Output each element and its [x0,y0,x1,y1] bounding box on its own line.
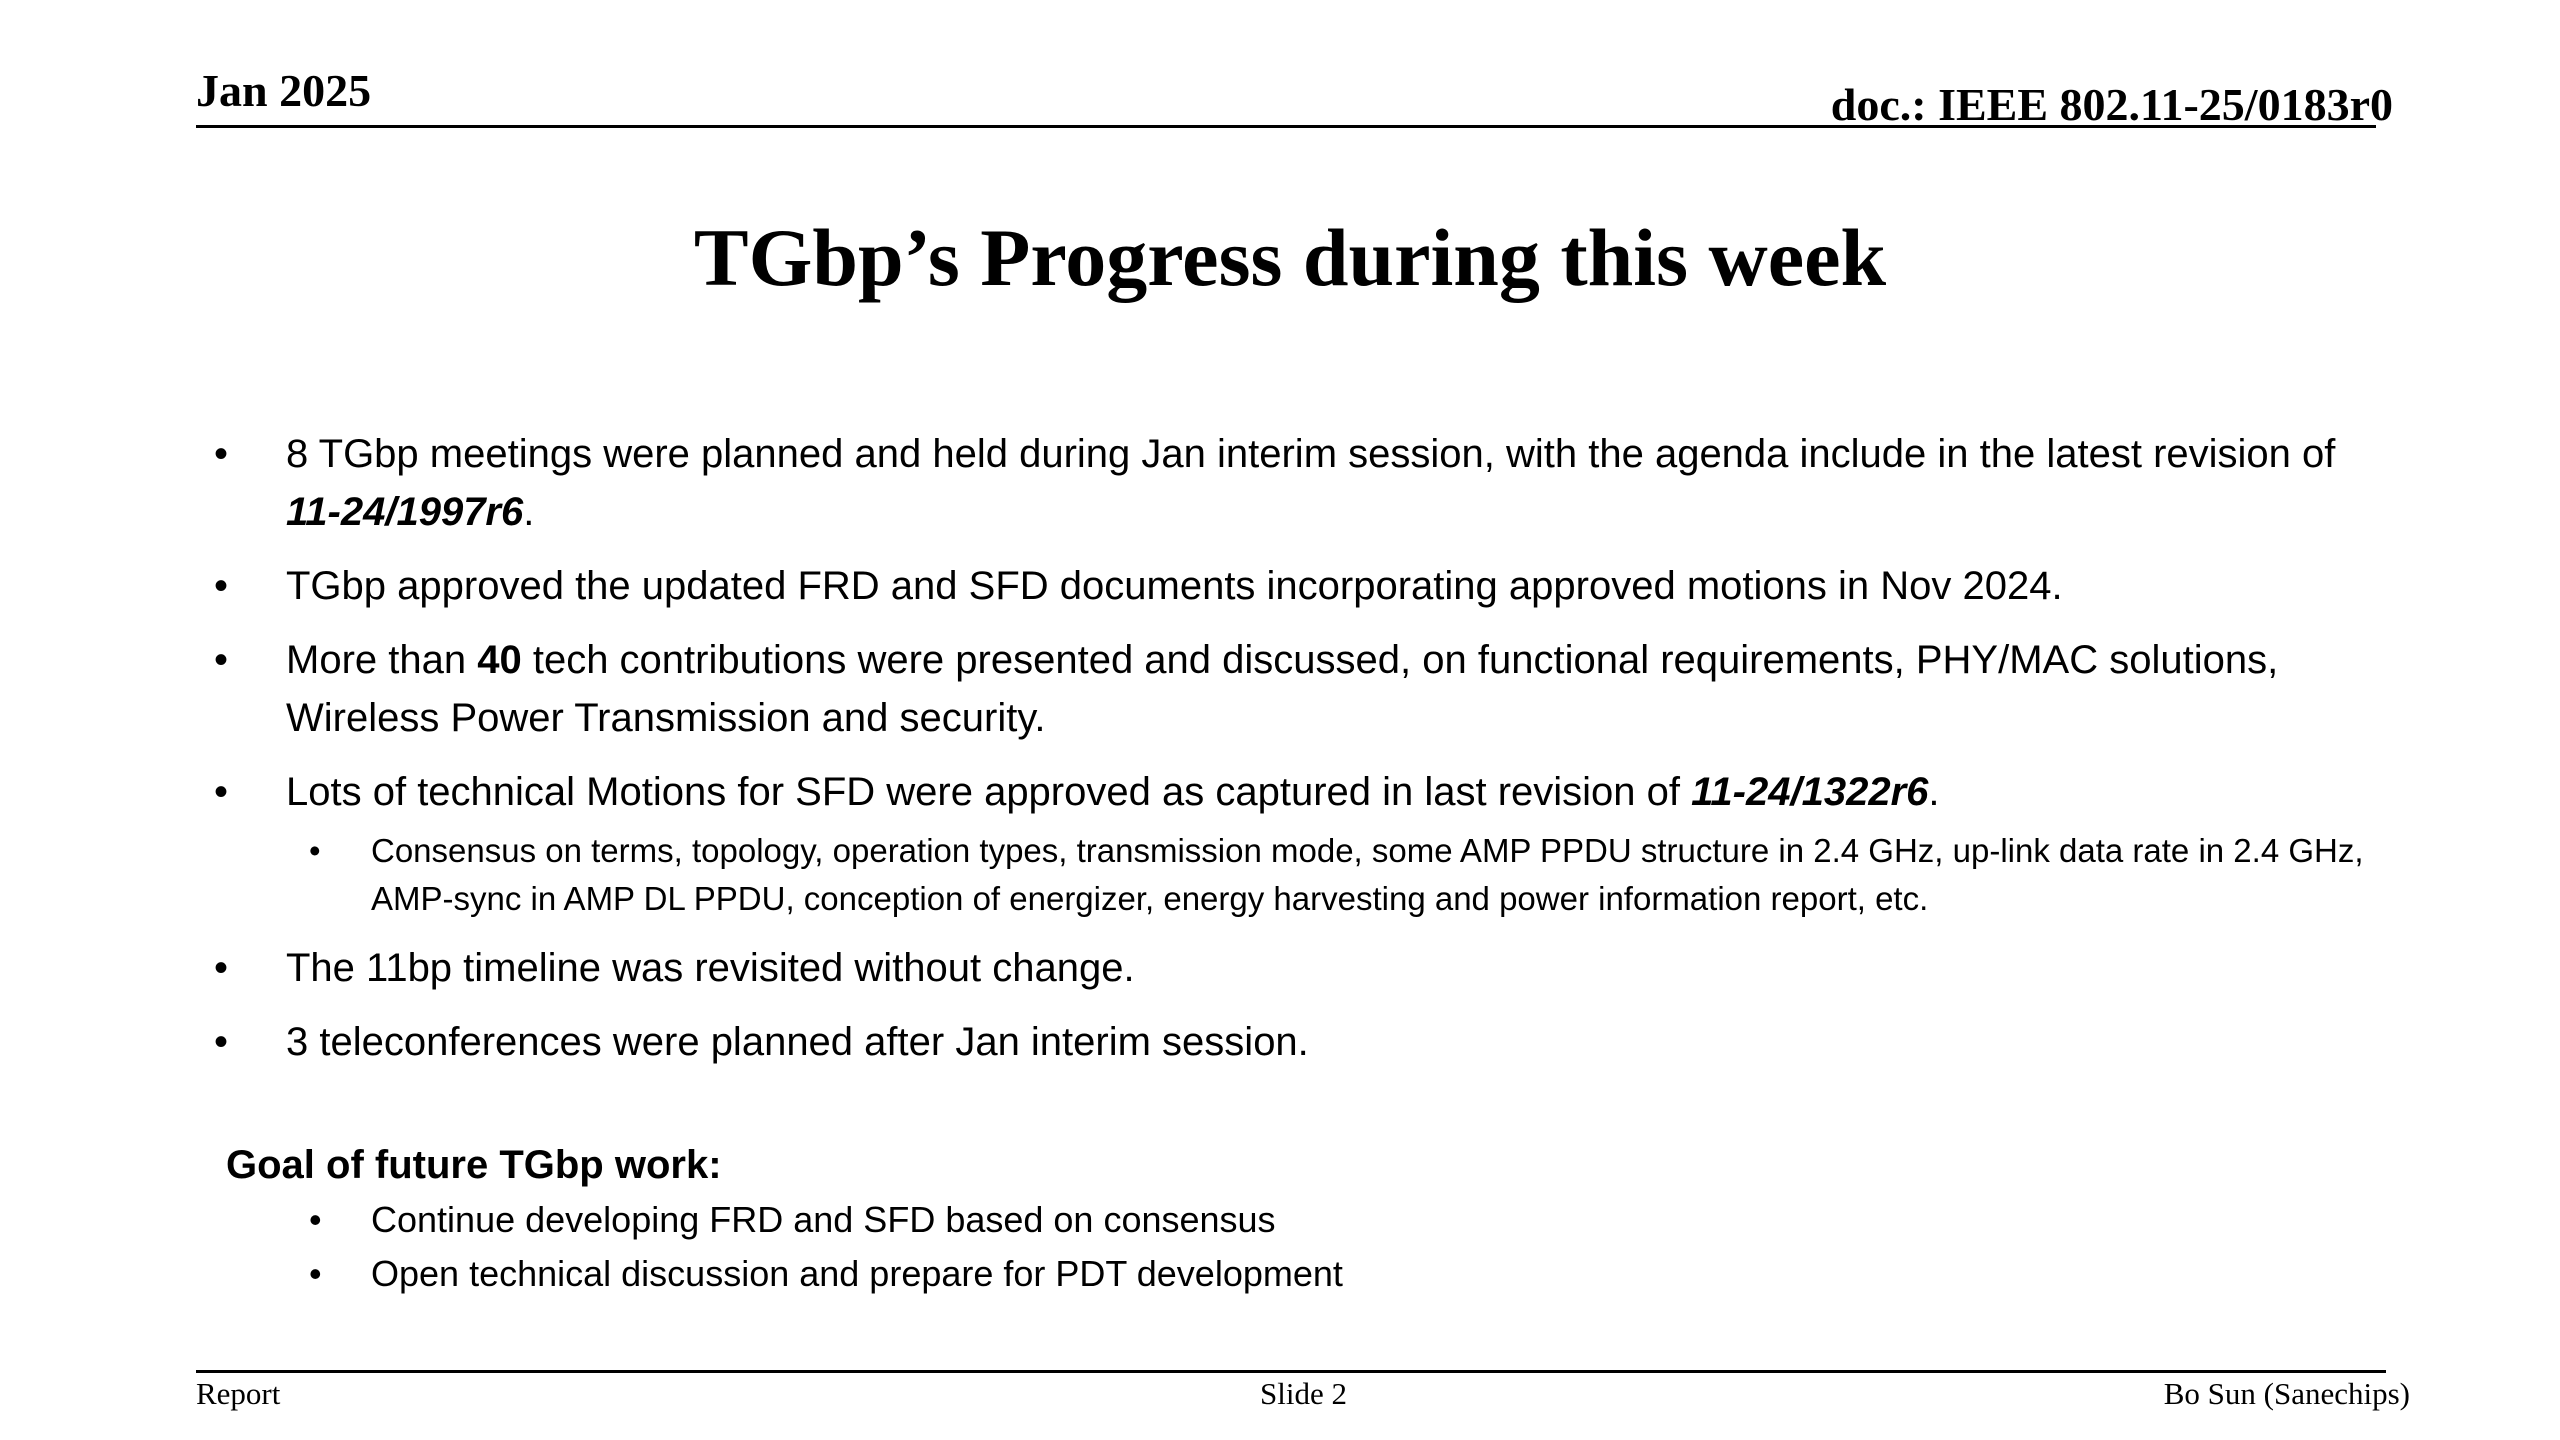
bullet-text-end: . [523,490,535,534]
bullet-dot: • [309,1199,322,1240]
footer-author: Bo Sun (Sanechips) [2163,1376,2410,1411]
goal-item [196,1193,2386,1247]
bullet-dot: • [309,1253,322,1294]
contribution-count: 40 [477,638,522,682]
footer-report: Report [196,1376,281,1411]
footer-divider [196,1370,2386,1373]
doc-reference: 11-24/1997r6 [286,490,524,534]
bullet-teleconferences [196,1013,2386,1071]
bullet-dot: • [214,1020,229,1064]
bullet-motions [196,763,2386,821]
bullet-dot: • [214,638,229,682]
bullet-text: The 11bp timeline was revisited without change. [286,946,1135,990]
bullet-dot: • [214,564,229,608]
bullet-dot: • [214,770,229,814]
doc-reference: 11-24/1322r6 [1691,770,1929,814]
bullet-contributions [196,631,2386,747]
bullet-text: Lots of technical Motions for SFD were approved as captured in last revision of [286,770,1692,814]
bullet-text-end: . [1928,770,1940,814]
footer-slide-number: Slide 2 [1260,1376,1347,1411]
slide-body [196,425,2386,1301]
header-doc-id: doc.: IEEE 802.11-25/0183r0 [1830,79,2393,130]
header-divider [196,125,2376,128]
bullet-text-end: tech contributions were presented and discussed, on functional requirements, PHY/MAC solutions, Wireless Power Transmission and security. [286,638,2279,740]
bullet-dot: • [214,432,229,476]
bullet-text: TGbp approved the updated FRD and SFD documents incorporating approved motions in Nov 2024. [286,564,2063,608]
goal-item-text: Open technical discussion and prepare for PDT development [371,1253,1343,1294]
goal-item-text: Continue developing FRD and SFD based on consensus [371,1199,1276,1240]
bullet-text: 8 TGbp meetings were planned and held during Jan interim session, with the agenda include in the latest revision of [286,432,2336,476]
slide-title: TGbp’s Progress during this week [693,212,1887,303]
goal-heading: Goal of future TGbp work: [226,1143,722,1187]
bullet-frd-sfd [196,557,2386,615]
goal-item [196,1247,2386,1301]
bullet-meetings [196,425,2386,541]
goal-section [196,1137,2386,1301]
sub-bullet-consensus [196,827,2386,923]
sub-bullet-text: Consensus on terms, topology, operation types, transmission mode, some AMP PPDU structure in 2.4 GHz, up-link data rate in 2.4 GHz, AMP-sync in AMP DL PPDU, conception of energizer, energy harvesting and power information report, etc. [371,832,2364,917]
bullet-timeline [196,939,2386,997]
bullet-text: More than [286,638,478,682]
bullet-dot: • [309,832,321,869]
header-date: Jan 2025 [196,65,372,116]
bullet-dot: • [214,946,229,990]
bullet-text: 3 teleconferences were planned after Jan interim session. [286,1020,1309,1064]
